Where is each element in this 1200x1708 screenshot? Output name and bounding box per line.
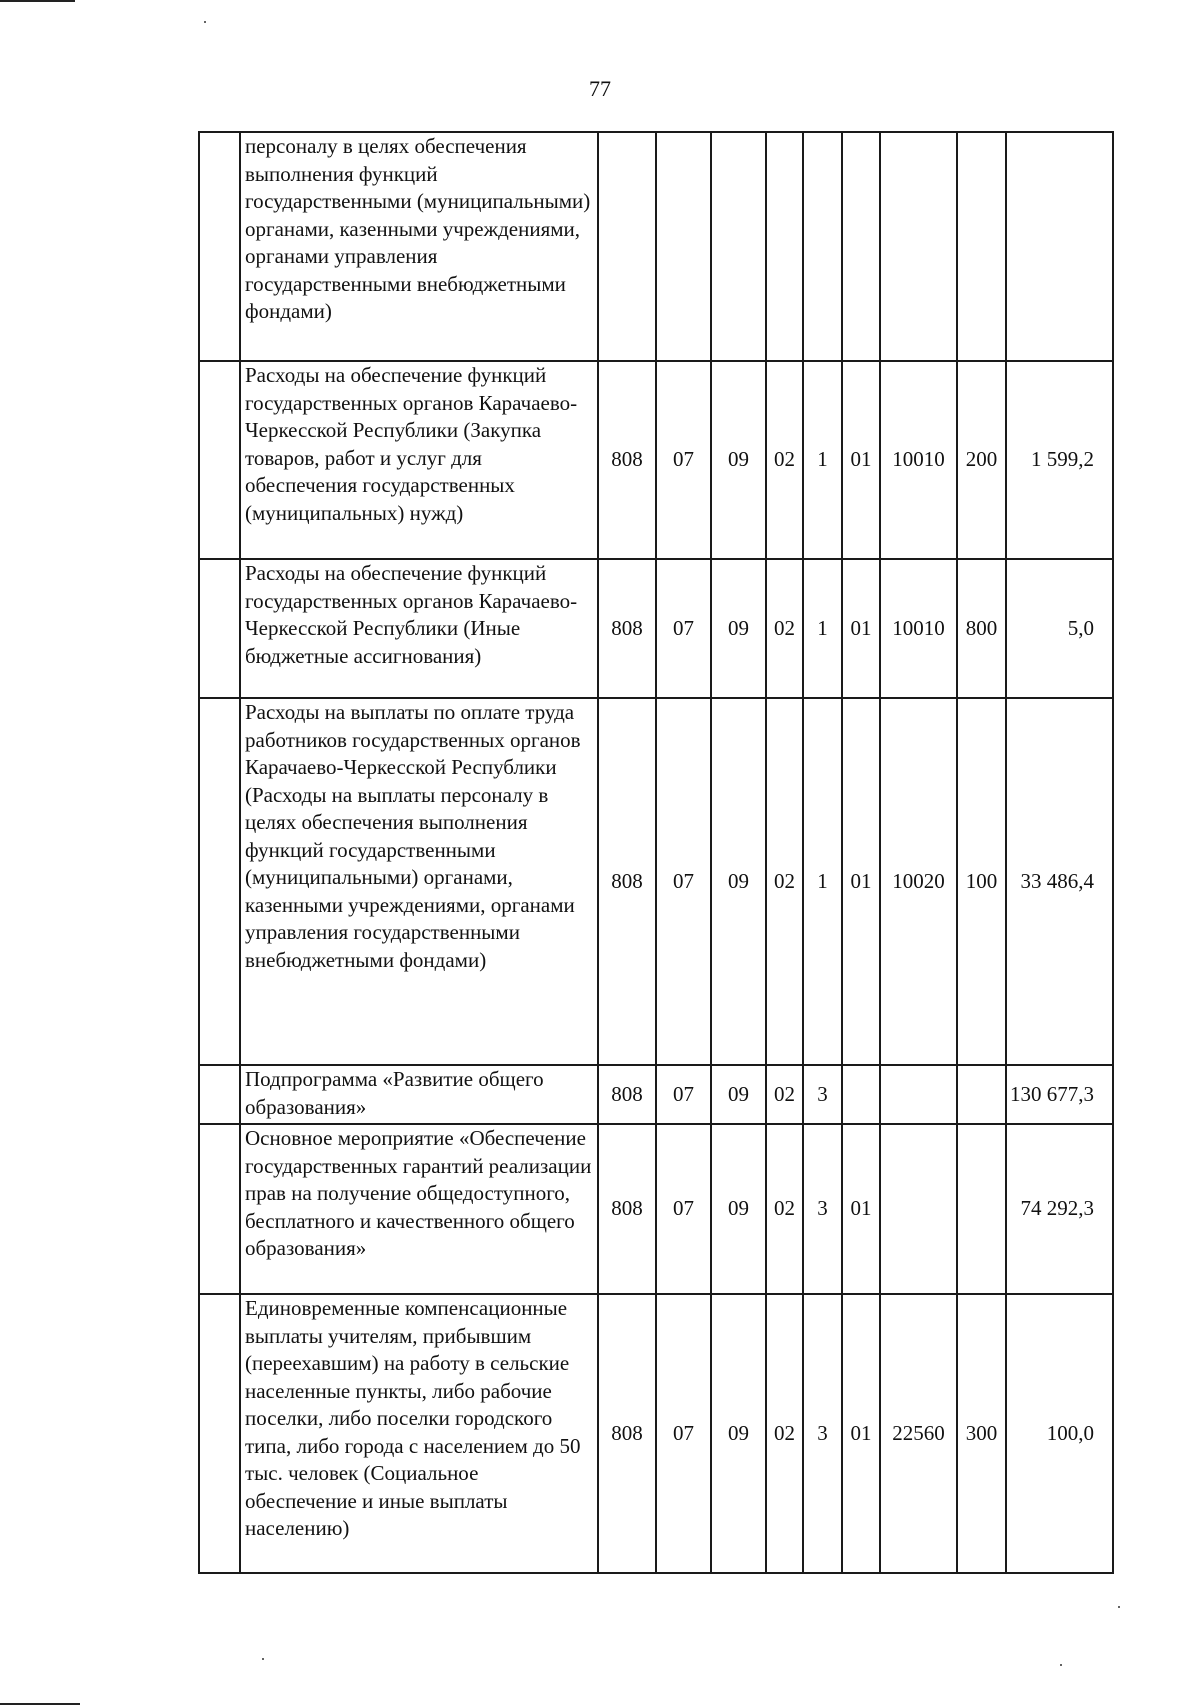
direction-code-cell: 22560 bbox=[880, 1294, 957, 1573]
subprogram-code-cell: 3 bbox=[803, 1294, 842, 1573]
subsection-code-cell: 09 bbox=[711, 1065, 766, 1124]
subsection-code-cell: 09 bbox=[711, 361, 766, 559]
row-number-cell bbox=[199, 361, 240, 559]
subprogram-code-cell: 3 bbox=[803, 1124, 842, 1294]
section-code-cell: 07 bbox=[656, 1294, 711, 1573]
scan-speck bbox=[1060, 1664, 1062, 1666]
scan-speck bbox=[1118, 1606, 1120, 1608]
program-code-cell: 02 bbox=[766, 1065, 803, 1124]
expense-type-code-cell bbox=[957, 1065, 1006, 1124]
event-code-cell bbox=[842, 132, 880, 361]
admin-code-cell: 808 bbox=[598, 559, 656, 698]
budget-table bbox=[198, 131, 1114, 1574]
program-code-cell: 02 bbox=[766, 1294, 803, 1573]
section-code-cell: 07 bbox=[656, 698, 711, 1065]
direction-code-cell bbox=[880, 1124, 957, 1294]
table-row bbox=[199, 361, 1113, 559]
amount-cell: 100,0 bbox=[1006, 1294, 1113, 1573]
row-number-cell bbox=[199, 1294, 240, 1573]
row-number-cell bbox=[199, 559, 240, 698]
table-row bbox=[199, 132, 1113, 361]
event-code-cell: 01 bbox=[842, 361, 880, 559]
admin-code-cell: 808 bbox=[598, 361, 656, 559]
expense-type-code-cell: 300 bbox=[957, 1294, 1006, 1573]
admin-code-cell: 808 bbox=[598, 698, 656, 1065]
direction-code-cell bbox=[880, 132, 957, 361]
table-row bbox=[199, 1065, 1113, 1124]
direction-code-cell: 10010 bbox=[880, 559, 957, 698]
subprogram-code-cell: 3 bbox=[803, 1065, 842, 1124]
amount-cell: 33 486,4 bbox=[1006, 698, 1113, 1065]
subprogram-code-cell bbox=[803, 132, 842, 361]
expense-type-code-cell: 100 bbox=[957, 698, 1006, 1065]
admin-code-cell: 808 bbox=[598, 1065, 656, 1124]
direction-code-cell: 10020 bbox=[880, 698, 957, 1065]
direction-code-cell bbox=[880, 1065, 957, 1124]
section-code-cell: 07 bbox=[656, 1124, 711, 1294]
event-code-cell: 01 bbox=[842, 698, 880, 1065]
expense-name-cell: Подпрограмма «Развитие общего образования» bbox=[240, 1065, 598, 1124]
subprogram-code-cell: 1 bbox=[803, 559, 842, 698]
scan-edge-mark-top bbox=[0, 0, 75, 2]
event-code-cell: 01 bbox=[842, 559, 880, 698]
expense-type-code-cell bbox=[957, 132, 1006, 361]
table-body bbox=[199, 132, 1113, 1573]
expense-name-cell: Единовременные компенсационные выплаты учителям, прибывшим (переехавшим) на работу в сельские населенные пункты, либо рабочие поселки, либо поселки городского типа, либо города с населением до 50 тыс. человек (Социальное обеспечение и иные выплаты населению) bbox=[240, 1294, 598, 1573]
amount-cell: 1 599,2 bbox=[1006, 361, 1113, 559]
expense-name-cell: Расходы на обеспечение функций государственных органов Карачаево-Черкесской Республики (Закупка товаров, работ и услуг для обеспечения государственных (муниципальных) нужд) bbox=[240, 361, 598, 559]
section-code-cell bbox=[656, 132, 711, 361]
event-code-cell: 01 bbox=[842, 1294, 880, 1573]
section-code-cell: 07 bbox=[656, 559, 711, 698]
row-number-cell bbox=[199, 132, 240, 361]
expense-name-cell: Расходы на выплаты по оплате труда работников государственных органов Карачаево-Черкесской Республики (Расходы на выплаты персоналу в целях обеспечения выполнения функций государственными (муниципальными) органами, казенными учреждениями, органами управления государственными внебюджетными фондами) bbox=[240, 698, 598, 1065]
admin-code-cell: 808 bbox=[598, 1124, 656, 1294]
program-code-cell: 02 bbox=[766, 698, 803, 1065]
scan-speck bbox=[262, 1658, 264, 1660]
admin-code-cell: 808 bbox=[598, 1294, 656, 1573]
subsection-code-cell: 09 bbox=[711, 1294, 766, 1573]
page-number: 77 bbox=[589, 76, 611, 101]
event-code-cell bbox=[842, 1065, 880, 1124]
table-row bbox=[199, 559, 1113, 698]
expense-type-code-cell bbox=[957, 1124, 1006, 1294]
section-code-cell: 07 bbox=[656, 361, 711, 559]
subsection-code-cell: 09 bbox=[711, 559, 766, 698]
amount-cell bbox=[1006, 132, 1113, 361]
table-row bbox=[199, 1124, 1113, 1294]
row-number-cell bbox=[199, 1124, 240, 1294]
scan-edge-mark-bottom bbox=[0, 1703, 80, 1705]
event-code-cell: 01 bbox=[842, 1124, 880, 1294]
expense-type-code-cell: 200 bbox=[957, 361, 1006, 559]
scan-speck bbox=[204, 21, 206, 23]
table-row bbox=[199, 1294, 1113, 1573]
subsection-code-cell: 09 bbox=[711, 1124, 766, 1294]
row-number-cell bbox=[199, 1065, 240, 1124]
amount-cell: 74 292,3 bbox=[1006, 1124, 1113, 1294]
amount-cell: 130 677,3 bbox=[1006, 1065, 1113, 1124]
expense-type-code-cell: 800 bbox=[957, 559, 1006, 698]
subprogram-code-cell: 1 bbox=[803, 698, 842, 1065]
subsection-code-cell: 09 bbox=[711, 698, 766, 1065]
table-row bbox=[199, 698, 1113, 1065]
expense-name-cell: Расходы на обеспечение функций государственных органов Карачаево-Черкесской Республики (Иные бюджетные ассигнования) bbox=[240, 559, 598, 698]
program-code-cell: 02 bbox=[766, 361, 803, 559]
program-code-cell bbox=[766, 132, 803, 361]
direction-code-cell: 10010 bbox=[880, 361, 957, 559]
subsection-code-cell bbox=[711, 132, 766, 361]
admin-code-cell bbox=[598, 132, 656, 361]
program-code-cell: 02 bbox=[766, 559, 803, 698]
amount-cell: 5,0 bbox=[1006, 559, 1113, 698]
section-code-cell: 07 bbox=[656, 1065, 711, 1124]
row-number-cell bbox=[199, 698, 240, 1065]
program-code-cell: 02 bbox=[766, 1124, 803, 1294]
expense-name-cell: Основное мероприятие «Обеспечение государственных гарантий реализации прав на получение общедоступного, бесплатного и качественного общего образования» bbox=[240, 1124, 598, 1294]
subprogram-code-cell: 1 bbox=[803, 361, 842, 559]
expense-name-cell: персоналу в целях обеспечения выполнения функций государственными (муниципальными) органами, казенными учреждениями, органами управления государственными внебюджетными фондами) bbox=[240, 132, 598, 361]
